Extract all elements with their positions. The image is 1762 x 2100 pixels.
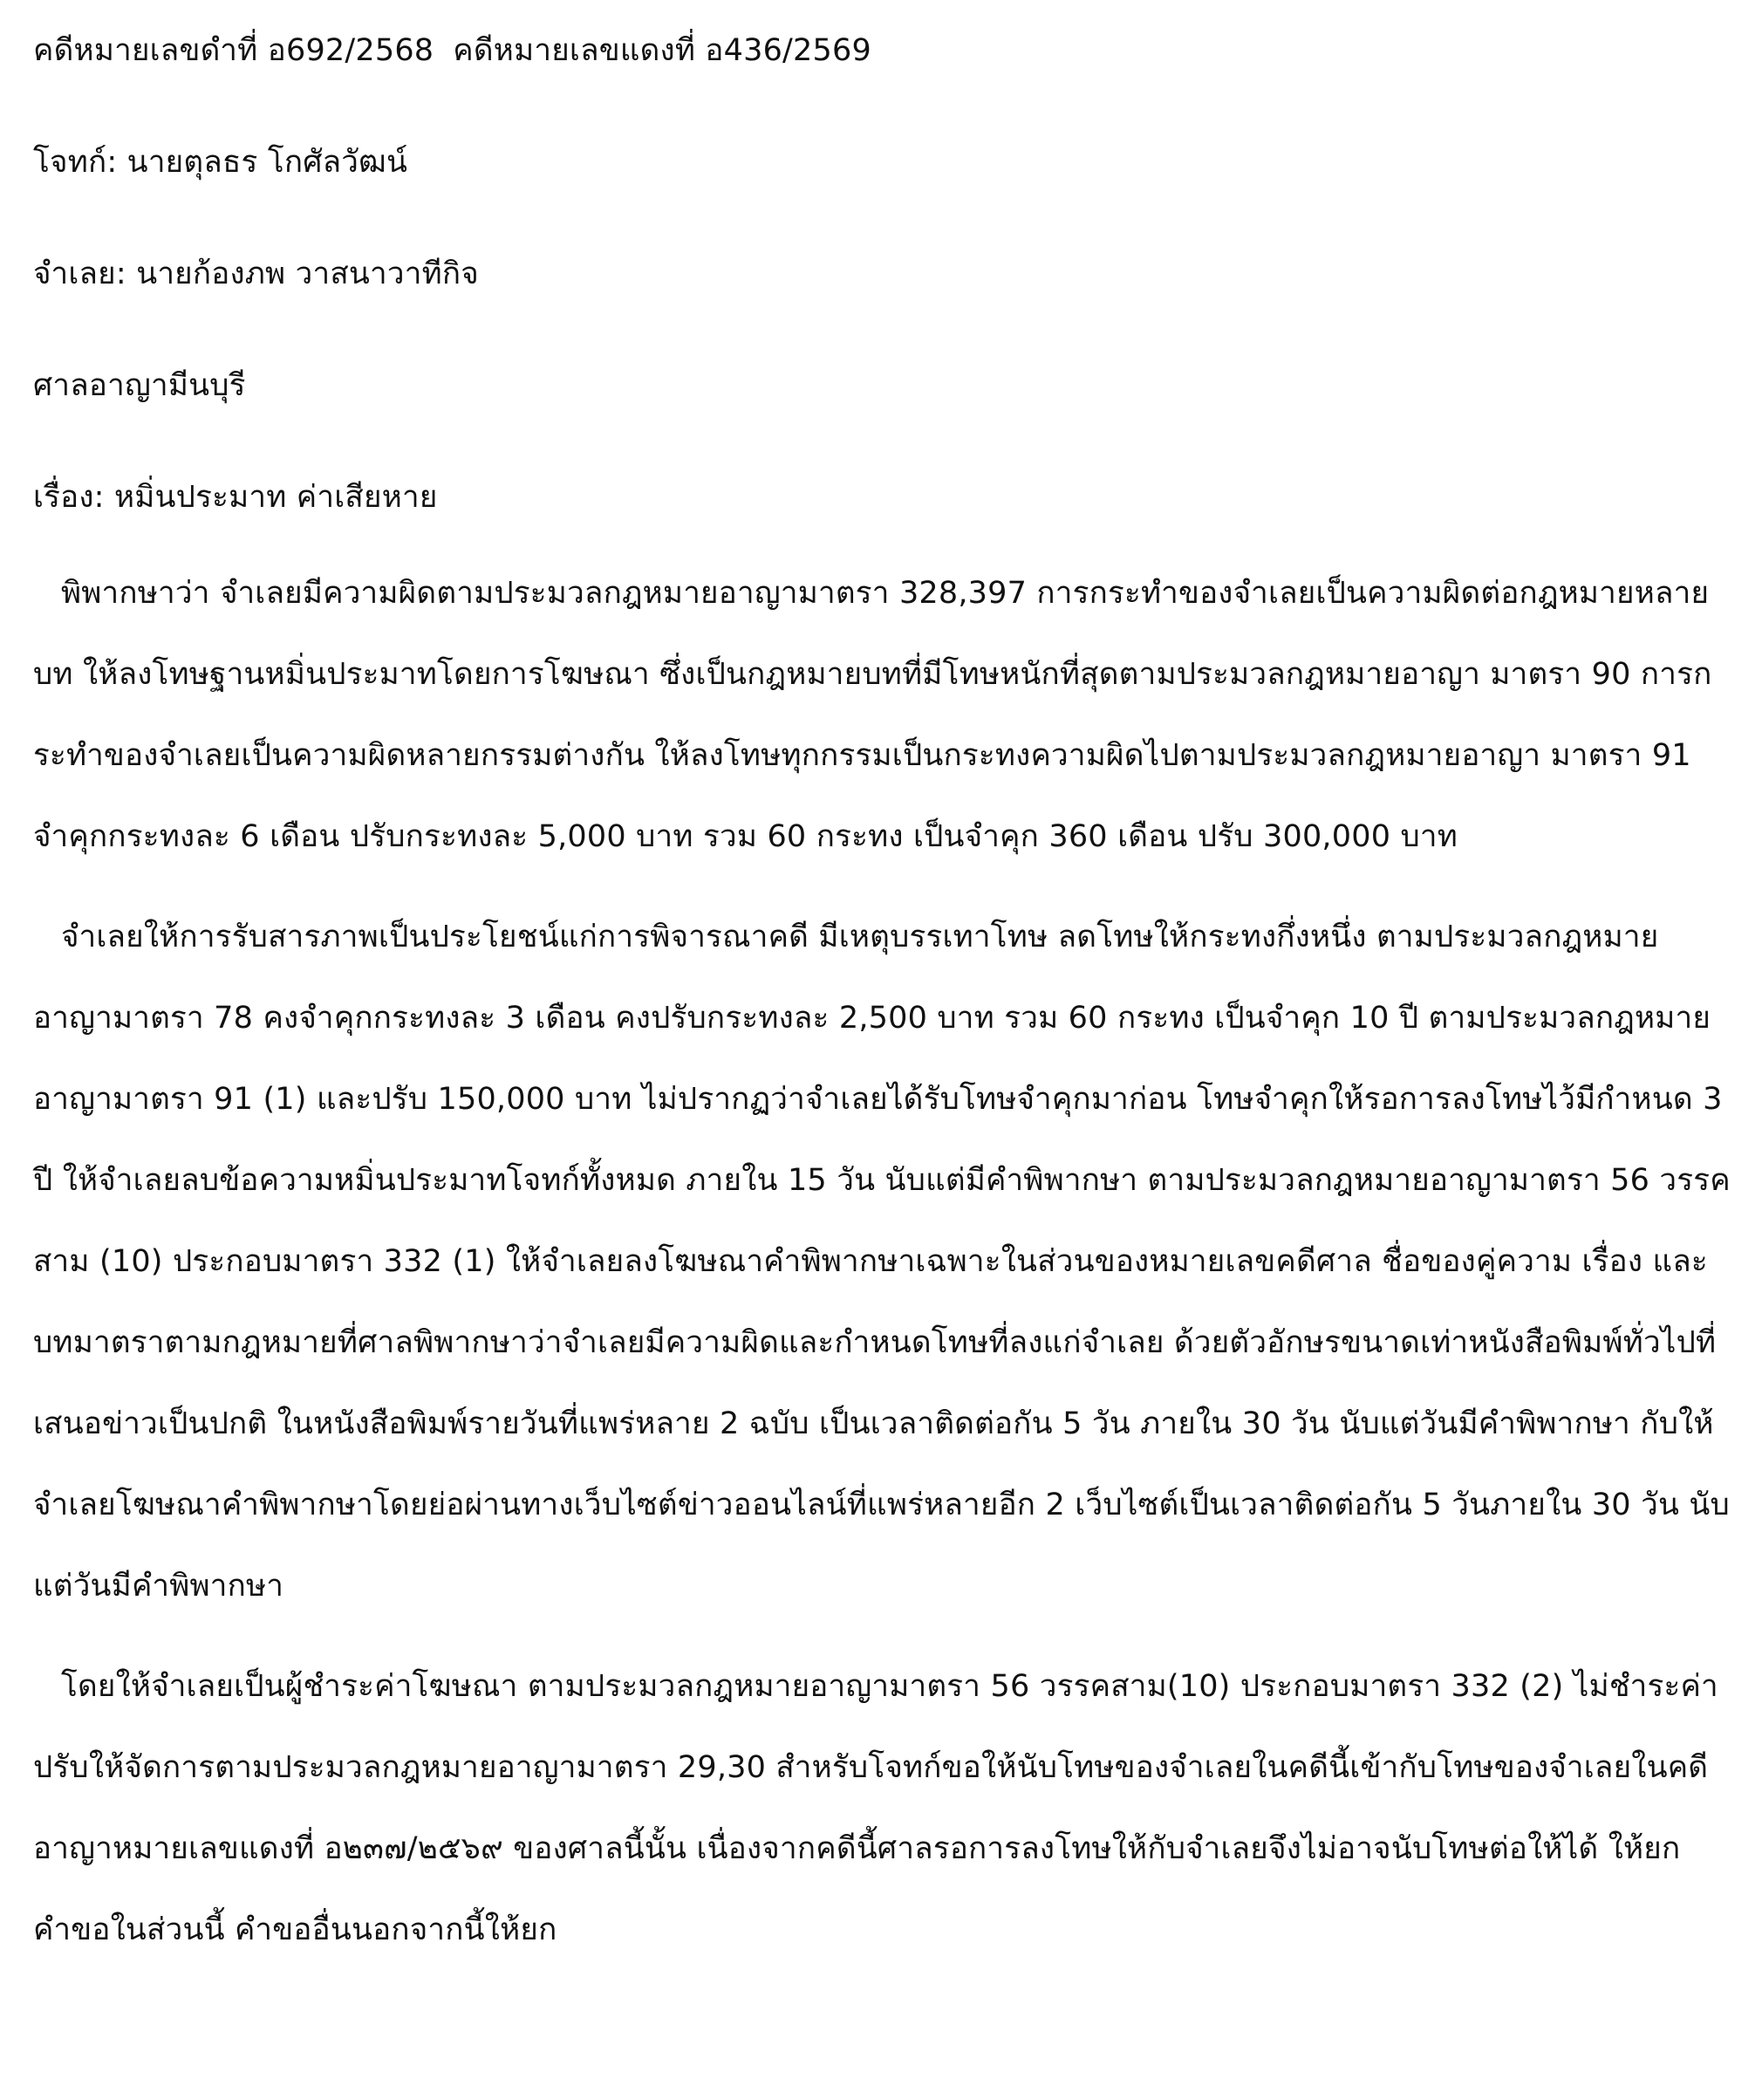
defendant-line: จำเลย: นายก้องภพ วาสนาวาทีกิจ: [33, 257, 479, 291]
court-name: ศาลอาญามีนบุรี: [33, 368, 246, 403]
plaintiff-line: โจทก์: นายตุลธร โกศัลวัฒน์: [33, 145, 408, 180]
judgment-paragraph-fees-and-requests: โดยให้จำเลยเป็นผู้ชำระค่าโฆษณา ตามประมวลกฎหมายอาญามาตรา 56 วรรคสาม(10) ประกอบมาตรา 332 (2) ไม่ชำระค่าปรับให้จัดการตามประมวลกฎหมายอาญามาตรา 29,30 สำหรับโจทก์ขอให้นับโทษของจำเลยในคดีนี้เข้ากับโทษของจำเลยในคดีอาญาหมายเลขแดงที่ อ๒๓๗/๒๕๖๙ ของศาลนี้นั้น เนื่องจากคดีนี้ศาลรอการลงโทษให้กับจำเลยจึงไม่อาจนับโทษต่อให้ได้ ให้ยกคำขอในส่วนนี้ คำขออื่นนอกจากนี้ให้ยก: [33, 1669, 1718, 1947]
case-subject: เรื่อง: หมิ่นประมาท ค่าเสียหาย: [33, 480, 438, 515]
case-number-line: [33, 33, 1734, 68]
red-case-number: คดีหมายเลขแดงที่ อ436/2569: [453, 33, 871, 68]
judgment-paragraph-verdict: พิพากษาว่า จำเลยมีความผิดตามประมวลกฎหมายอาญามาตรา 328,397 การกระทำของจำเลยเป็นความผิดต่อกฎหมายหลายบท ให้ลงโทษฐานหมิ่นประมาทโดยการโฆษณา ซึ่งเป็นกฎหมายบทที่มีโทษหนักที่สุดตามประมวลกฎหมายอาญา มาตรา 90 การกระทำของจำเลยเป็นความผิดหลายกรรมต่างกัน ให้ลงโทษทุกกรรมเป็นกระทงความผิดไปตามประมวลกฎหมายอาญา มาตรา 91 จำคุกกระทงละ 6 เดือน ปรับกระทงละ 5,000 บาท รวม 60 กระทง เป็นจำคุก 360 เดือน ปรับ 300,000 บาท: [33, 576, 1712, 854]
black-case-number: คดีหมายเลขดำที่ อ692/2568: [33, 33, 434, 68]
judgment-paragraph-sentence-reduction: จำเลยให้การรับสารภาพเป็นประโยชน์แก่การพิจารณาคดี มีเหตุบรรเทาโทษ ลดโทษให้กระทงกึ่งหนึ่ง ตามประมวลกฎหมายอาญามาตรา 78 คงจำคุกกระทงละ 3 เดือน คงปรับกระทงละ 2,500 บาท รวม 60 กระทง เป็นจำคุก 10 ปี ตามประมวลกฎหมายอาญามาตรา 91 (1) และปรับ 150,000 บาท ไม่ปรากฏว่าจำเลยได้รับโทษจำคุกมาก่อน โทษจำคุกให้รอการลงโทษไว้มีกำหนด 3 ปี ให้จำเลยลบข้อความหมิ่นประมาทโจทก์ทั้งหมด ภายใน 15 วัน นับแต่มีคำพิพากษา ตามประมวลกฎหมายอาญามาตรา 56 วรรคสาม (10) ประกอบมาตรา 332 (1) ให้จำเลยลงโฆษณาคำพิพากษาเฉพาะในส่วนของหมายเลขคดีศาล ชื่อของคู่ความ เรื่อง และบทมาตราตามกฎหมายที่ศาลพิพากษาว่าจำเลยมีความผิดและกำหนดโทษที่ลงแก่จำเลย ด้วยตัวอักษรขนาดเท่าหนังสือพิมพ์ทั่วไปที่เสนอข่าวเป็นปกติ ในหนังสือพิมพ์รายวันที่แพร่หลาย 2 ฉบับ เป็นเวลาติดต่อกัน 5 วัน ภายใน 30 วัน นับแต่วันมีคำพิพากษา กับให้จำเลยโฆษณาคำพิพากษาโดยย่อผ่านทางเว็บไซต์ข่าวออนไลน์ที่แพร่หลายอีก 2 เว็บไซต์เป็นเวลาติดต่อกัน 5 วันภายใน 30 วัน นับแต่วันมีคำพิพากษา: [33, 920, 1731, 1604]
